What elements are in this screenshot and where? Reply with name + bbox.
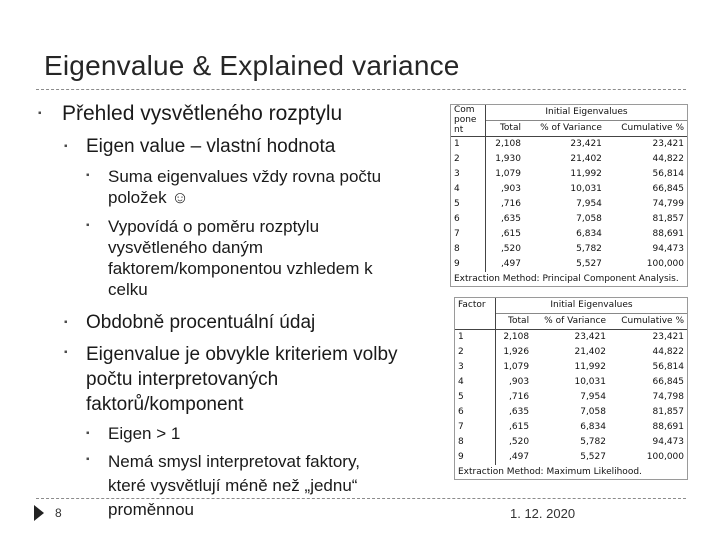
value-cell: ,615 [500, 229, 521, 239]
row-index-cell: 8 [455, 435, 496, 450]
value-cell: 7,954 [576, 199, 602, 209]
table-row [455, 330, 687, 346]
value-cell: 10,031 [570, 184, 602, 194]
table-footnote: Extraction Method: Maximum Likelihood. [458, 467, 642, 477]
value-cell: ,497 [509, 452, 530, 462]
value-cell: ,903 [509, 377, 530, 387]
value-cell: ,635 [509, 407, 530, 417]
table-row [451, 182, 687, 197]
bullet-marker-icon: ▪ [38, 108, 42, 119]
table-row [455, 345, 687, 360]
table-row [451, 227, 687, 242]
table-row [455, 450, 687, 465]
value-cell: ,716 [500, 199, 521, 209]
row-index-cell: 7 [451, 227, 486, 242]
value-cell: ,716 [509, 392, 530, 402]
table-row [455, 420, 687, 435]
slide-date: 1. 12. 2020 [510, 506, 576, 521]
value-cell: 74,798 [652, 392, 684, 402]
table-header-component: Com pone nt [451, 105, 486, 137]
value-cell: 5,527 [580, 452, 606, 462]
row-index-cell: 9 [451, 257, 486, 272]
value-cell: ,520 [509, 437, 530, 447]
value-cell: 74,799 [652, 199, 684, 209]
row-index-cell: 3 [455, 360, 496, 375]
value-cell: 23,421 [652, 332, 684, 342]
row-index-cell: 8 [451, 242, 486, 257]
value-cell: 81,857 [652, 214, 684, 224]
table-row [455, 435, 687, 450]
table-row [451, 242, 687, 257]
value-cell: 11,992 [570, 169, 602, 179]
value-cell: 5,527 [576, 259, 602, 269]
value-cell: 23,421 [652, 139, 684, 149]
table-row [451, 167, 687, 182]
table-row [451, 152, 687, 167]
table-row [455, 405, 687, 420]
table-row [455, 390, 687, 405]
table-row [455, 375, 687, 390]
table-body [451, 137, 687, 273]
value-cell: 2,108 [495, 139, 521, 149]
value-cell: 1,079 [495, 169, 521, 179]
bullet-marker-icon: ▪ [86, 454, 90, 465]
row-index-cell: 6 [455, 405, 496, 420]
table-header-factor: Factor [455, 298, 496, 330]
bullet-marker-icon: ▪ [64, 317, 68, 328]
value-cell: 7,954 [580, 392, 606, 402]
value-cell: 56,814 [652, 362, 684, 372]
row-index-cell: 5 [455, 390, 496, 405]
table-body [455, 330, 687, 466]
value-cell: ,520 [500, 244, 521, 254]
table-header-cell: Total [486, 121, 524, 137]
value-cell: 81,857 [652, 407, 684, 417]
eigenvalue-table-ml [454, 297, 688, 480]
value-cell: 23,421 [570, 139, 602, 149]
value-cell: 100,000 [646, 259, 684, 269]
bullet-marker-icon: ▪ [64, 347, 68, 358]
row-index-cell: 4 [451, 182, 486, 197]
title-divider [36, 89, 686, 90]
value-cell: ,615 [509, 422, 530, 432]
table-row [451, 212, 687, 227]
bullet-marker-icon: ▪ [86, 170, 90, 181]
value-cell: 7,058 [576, 214, 602, 224]
value-cell: 44,822 [652, 347, 684, 357]
value-cell: 21,402 [570, 154, 602, 164]
value-cell: 1,930 [495, 154, 521, 164]
table-header-cell: % of Variance [524, 121, 605, 137]
eigenvalue-table-pca [450, 104, 688, 287]
value-cell: 23,421 [574, 332, 606, 342]
table-header-cell: % of Variance [532, 314, 609, 330]
table-row [451, 197, 687, 212]
value-cell: 11,992 [574, 362, 606, 372]
row-index-cell: 7 [455, 420, 496, 435]
row-index-cell: 5 [451, 197, 486, 212]
value-cell: 44,822 [652, 154, 684, 164]
value-cell: 88,691 [652, 229, 684, 239]
value-cell: 21,402 [574, 347, 606, 357]
row-index-cell: 6 [451, 212, 486, 227]
value-cell: 10,031 [574, 377, 606, 387]
table-group-header: Initial Eigenvalues [496, 298, 688, 314]
bullet-marker-icon: ▪ [86, 220, 90, 231]
table-group-header: Initial Eigenvalues [486, 105, 688, 121]
bullet-marker-icon: ▪ [86, 428, 90, 439]
value-cell: 7,058 [580, 407, 606, 417]
value-cell: 94,473 [652, 437, 684, 447]
bullet-marker-icon: ▪ [64, 141, 68, 152]
value-cell: 66,845 [652, 377, 684, 387]
table-row [455, 360, 687, 375]
value-cell: 66,845 [652, 184, 684, 194]
table-header-cell: Cumulative % [605, 121, 687, 137]
row-index-cell: 9 [455, 450, 496, 465]
value-cell: 94,473 [652, 244, 684, 254]
value-cell: 5,782 [576, 244, 602, 254]
table-header-cell: Total [496, 314, 533, 330]
value-cell: 6,834 [580, 422, 606, 432]
slide-title: Eigenvalue & Explained variance [44, 50, 460, 81]
value-cell: 88,691 [652, 422, 684, 432]
value-cell: ,497 [500, 259, 521, 269]
row-index-cell: 4 [455, 375, 496, 390]
value-cell: ,903 [500, 184, 521, 194]
footer-divider [36, 498, 686, 499]
slide-marker-icon [34, 505, 44, 521]
table-row [451, 257, 687, 272]
row-index-cell: 1 [455, 330, 496, 346]
row-index-cell: 3 [451, 167, 486, 182]
value-cell: 6,834 [576, 229, 602, 239]
value-cell: 2,108 [503, 332, 530, 342]
value-cell: 1,926 [503, 347, 530, 357]
table-header-cell: Cumulative % [609, 314, 687, 330]
slide-number: 8 [55, 506, 62, 520]
row-index-cell: 1 [451, 137, 486, 153]
table-footnote: Extraction Method: Principal Component Analysis. [454, 274, 679, 284]
value-cell: 100,000 [646, 452, 684, 462]
row-index-cell: 2 [455, 345, 496, 360]
row-index-cell: 2 [451, 152, 486, 167]
table-row [451, 137, 687, 153]
value-cell: 56,814 [652, 169, 684, 179]
value-cell: 5,782 [580, 437, 606, 447]
value-cell: ,635 [500, 214, 521, 224]
value-cell: 1,079 [503, 362, 530, 372]
